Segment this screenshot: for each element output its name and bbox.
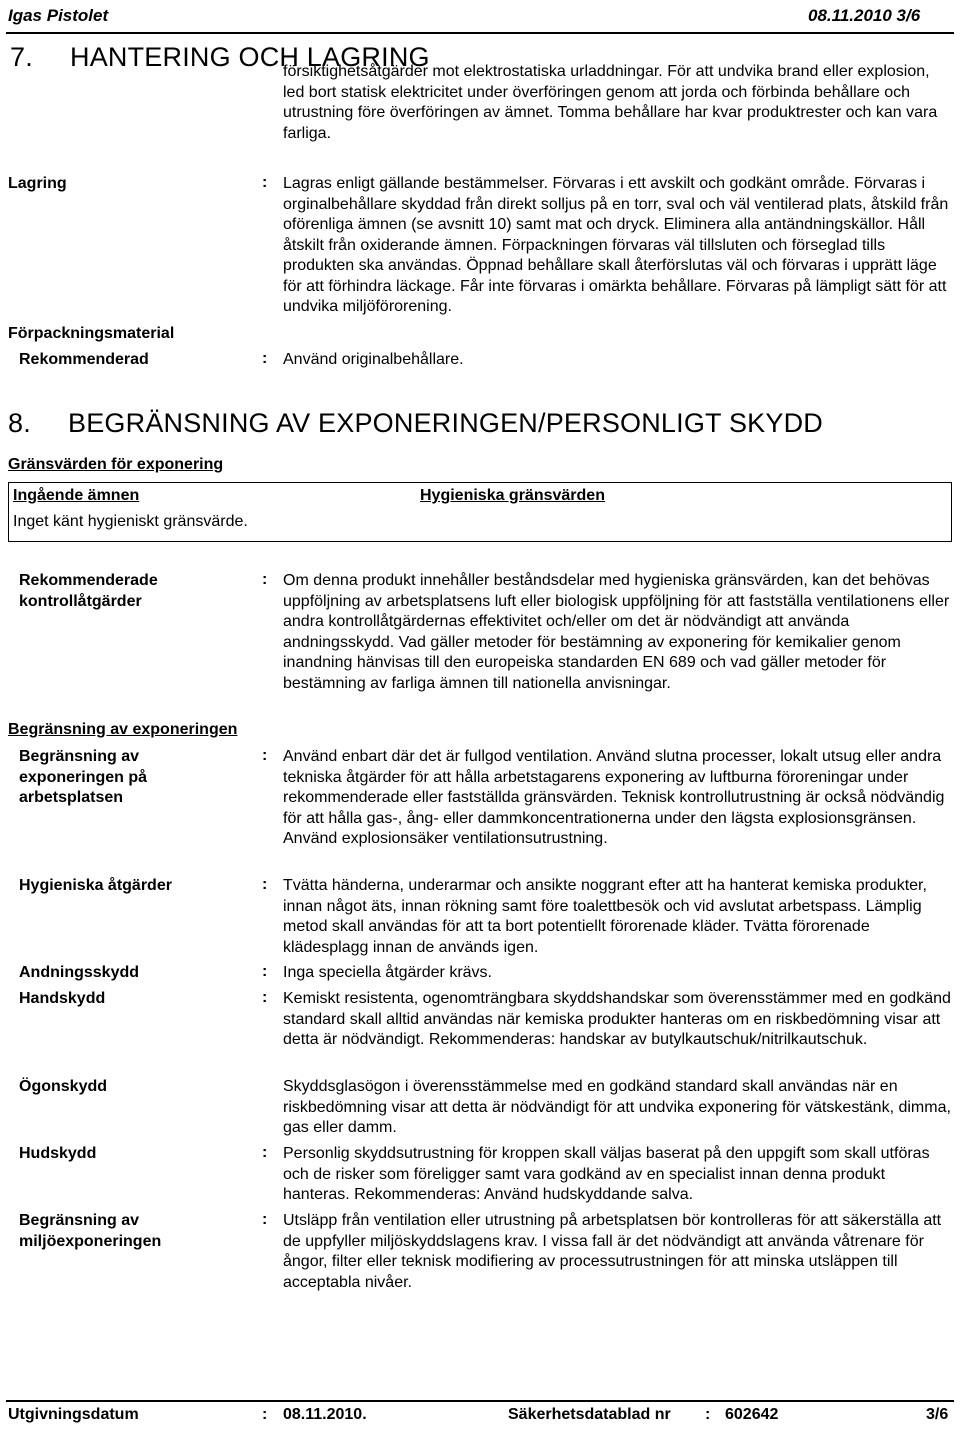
header-divider [6,32,954,34]
recommended-text: Använd originalbehållare. [283,351,464,368]
sds-number-label: Säkerhetsdatablad nr [508,1406,671,1423]
table-col-hygienic-limits: Hygieniska gränsvärden [420,487,605,504]
respiratory-label: Andningsskydd [19,964,140,981]
section-title-text: BEGRÄNSNING AV EXPONERINGEN/PERSONLIGT SKYDD [68,408,823,438]
hygiene-text: Tvätta händerna, underarmar och ansikte noggrant efter att ha hanterat kemiska produkter, innan något äts, innan rökning samt före toalettbesök och vid avslutat arbetspass. Lämplig metod skall användas för att ta bort potentiellt förorenade kläder. Tvätta förorenade klädesplagg innan de används igen. [283,877,927,956]
colon: : [262,174,268,191]
environmental-exposure-label: Begränsning av miljöexponeringen [19,1212,162,1250]
colon: : [262,963,268,980]
page-number: 3/6 [926,1406,949,1423]
exposure-limits-heading: Gränsvärden för exponering [8,456,224,473]
packaging-material-label: Förpackningsmaterial [8,325,175,342]
section-title-text: HANTERING OCH LAGRING [70,42,430,72]
colon: : [262,747,268,764]
colon: : [705,1406,711,1423]
eye-protection-text: Skyddsglasögon i överensstämmelse med en godkänd standard skall användas när en riskbedömning visar att detta är nödvändigt för att undvika exponering för vätskestänk, dimma, gas eller damm. [283,1078,951,1136]
colon: : [262,1144,268,1161]
issue-date-value: 08.11.2010. [283,1406,367,1423]
skin-protection-text: Personlig skyddsutrustning för kroppen skall väljas baserat på den uppgift som skall utföras och de risker som föreligger samt vara godkänd av en specialist innan denna produkt hanteras. Rekommenderas: Använd hudskyddande salva. [283,1145,930,1203]
sds-number-value: 602642 [725,1406,779,1423]
colon: : [262,350,268,367]
hygiene-label: Hygieniska åtgärder [19,877,172,894]
eye-protection-label: Ögonskydd [19,1078,108,1095]
table-col-ingredients: Ingående ämnen [13,487,140,504]
handling-continued-text: försiktighetsåtgärder mot elektrostatiska urladdningar. För att undvika brand eller explosion, led bort statisk elektricitet under överföringen genom att jorda och förbinda behållare och utrustning före överföringen av ämnet. Tomma behållare har kvar produktrester och kan vara farliga. [283,63,938,142]
section-8-title [8,408,823,439]
controls-label: Rekommenderade kontrollåtgärder [19,572,158,610]
storage-label: Lagring [8,175,67,192]
environmental-exposure-text: Utsläpp från ventilation eller utrustning på arbetsplatsen bör kontrolleras för att säkerställa att de uppfyller miljöskyddslagens krav. I vissa fall är det nödvändigt att använda våtrenare för ångor, filter eller teknisk modifiering av processutrustningen för att minska utsläppen till acceptabla nivåer. [283,1212,942,1291]
storage-text: Lagras enligt gällande bestämmelser. Förvaras i ett avskilt och godkänt område. Förvaras i orginalbehållare skyddad från direkt solljus på en torr, sval och väl ventilerad plats, åtskild från oförenliga ämnen (se avsnitt 10) samt mat och dryck. Eliminera alla antändningskällor. Håll åtskilt från oxiderande ämnen. Förpackningen förvaras väl tillsluten och förseglad tills produkten ska användas. Öppnad behållare skall återförslutas väl och förvaras i upprätt läge för att förhindra läckage. Får inte förvaras i omärkta behållare. Förvaras på lämpligt sätt för att undvika miljöförorening. [283,175,949,315]
controls-text: Om denna produkt innehåller beståndsdelar med hygieniska gränsvärden, kan det behövas uppföljning av arbetsplatsens luft eller biologisk uppföljning för att fastställa ventilationens eller andra kontrollåtgärdernas effektivitet och/eller om det är nödvändigt att använda andningsskydd. Vad gäller metoder för bestämning av exponering för kemikalier genom inandning hänvisas till den europeiska standarden EN 689 och vad gäller metoder för bestämning av farliga ämnen till nationella anvisningar. [283,572,950,692]
colon: : [262,989,268,1006]
colon: : [262,1211,268,1228]
hand-protection-label: Handskydd [19,990,106,1007]
exposure-control-heading: Begränsning av exponeringen [8,721,238,738]
respiratory-text: Inga speciella åtgärder krävs. [283,964,492,981]
colon: : [262,571,268,588]
workplace-label: Begränsning av exponeringen på arbetsplatsen [19,748,148,806]
section-number: 7. [10,42,33,72]
header-date-page: 08.11.2010 3/6 [808,6,921,25]
recommended-label: Rekommenderad [19,351,149,368]
skin-protection-label: Hudskydd [19,1145,97,1162]
colon: : [262,1406,268,1423]
table-row-text: Inget känt hygieniskt gränsvärde. [13,513,248,530]
section-number: 8. [8,408,31,438]
issue-date-label: Utgivningsdatum [8,1406,139,1423]
footer-divider [6,1400,954,1402]
workplace-text: Använd enbart där det är fullgod ventilation. Använd slutna processer, lokalt utsug eller andra tekniska åtgärder för att hålla arbetstagarens exponering av luftburna föroreningar under rekommenderade eller fastställda gränsvärden. Teknisk kontrollutrustning är också nödvändig för att hålla gas-, ång- eller dammkoncentrationerna under den lägsta explosionsgränsen. Använd explosionsäker ventilationsutrustning. [283,748,945,847]
colon: : [262,876,268,893]
product-name: Igas Pistolet [8,6,109,25]
hand-protection-text: Kemiskt resistenta, ogenomträngbara skyddshandskar som överensstämmer med en godkänd standard skall alltid användas när kemiska produkter hanteras om en riskbedömning visar att detta är nödvändigt. Rekommenderas: handskar av butylkautschuk/nitrilkautschuk. [283,990,951,1048]
